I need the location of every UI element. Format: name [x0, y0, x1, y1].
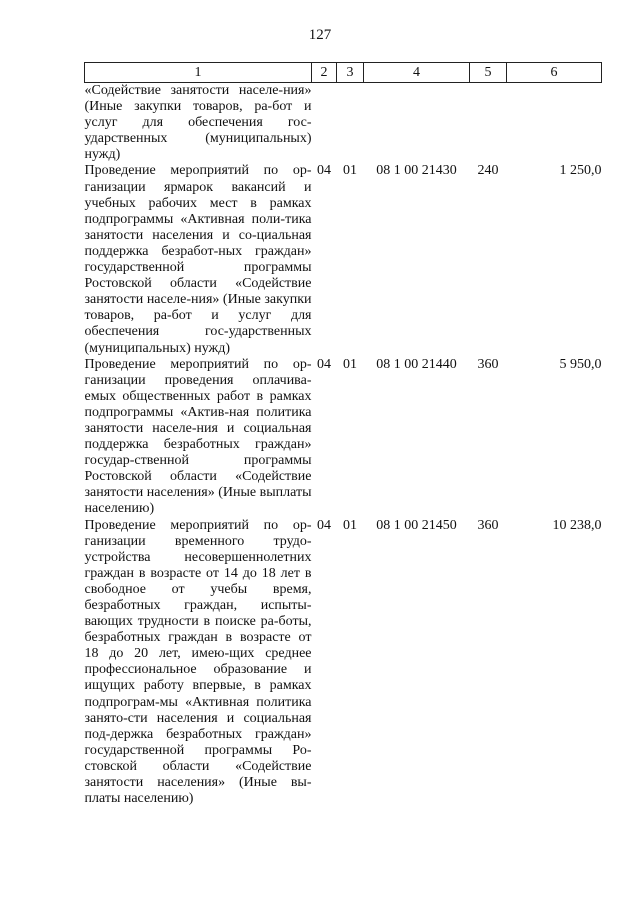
row-target-article: 08 1 00 21430 [376, 163, 457, 179]
row-description: Проведение мероприятий по ор-ганизации ярмарок вакансий и учебных рабочих мест в рамках подпрограммы «Активная поли-тика занятости населения и со-циальная поддержка безработ-ных граждан» государственной программы Ростовской области «Содействие занятости населе-ния» (Иные закупки товаров, ра-бот и услуг для обеспечения гос-ударственных (муниципальных) нужд) [84, 163, 312, 356]
row-subsection [337, 83, 364, 164]
row-section: 04 [317, 163, 331, 179]
header-target-article: 4 [364, 63, 470, 83]
row-expense-type: 240 [477, 163, 499, 179]
page-number: 127 [308, 27, 332, 43]
row-expense-type: 360 [477, 517, 499, 533]
table-row [85, 163, 602, 356]
row-expense-type: 360 [477, 356, 499, 372]
header-row [85, 63, 602, 83]
table-row [85, 518, 602, 808]
row-target-article [364, 83, 470, 164]
row-subsection: 01 [343, 163, 357, 179]
row-description: Проведение мероприятий по ор-ганизации проведения оплачива-емых общественных работ в рамках подпрограммы «Актив-ная политика занятости населе-ния и социальная поддержка безработных граждан» государ-ственной программы Ростовской области «Содействие занятости населения» (Иные выплаты населению) [84, 356, 312, 517]
row-section: 04 [317, 356, 331, 372]
row-subsection: 01 [343, 517, 357, 533]
row-amount: 10 238,0 [552, 517, 602, 533]
row-amount: 5 950,0 [559, 356, 602, 372]
row-amount: 1 250,0 [559, 163, 602, 179]
row-amount [507, 83, 602, 164]
row-target-article: 08 1 00 21450 [376, 517, 457, 533]
row-section [312, 83, 337, 164]
table-row [85, 357, 602, 518]
header-expense-type: 5 [470, 63, 507, 83]
row-subsection: 01 [343, 356, 357, 372]
header-amount: 6 [507, 63, 602, 83]
row-description: «Содействие занятости населе-ния» (Иные закупки товаров, ра-бот и услуг для обеспечения гос-ударственных (муниципальных) нужд) [84, 83, 312, 163]
header-section: 2 [312, 63, 337, 83]
header-description: 1 [85, 63, 312, 83]
table-row [85, 83, 602, 164]
header-subsection: 3 [337, 63, 364, 83]
row-section: 04 [317, 517, 331, 533]
budget-table [84, 62, 602, 807]
row-expense-type [470, 83, 507, 164]
row-description: Проведение мероприятий по ор-ганизации временного трудо-устройства несовершеннолетних граждан в возрасте от 14 до 18 лет в свободное от учебы время, безработных граждан, испыты-вающих трудности в поиске ра-боты, безработных граждан в возрасте от 18 до 20 лет, имею-щих среднее профессиональное образование и ищущих работу впервые, в рамках подпрограм-мы «Активная политика занято-сти населения и социальная под-держка безработных граждан» государственной программы Ро-стовской области «Содействие занятости населения» (Иные вы-платы населению) [84, 517, 312, 807]
row-target-article: 08 1 00 21440 [376, 356, 457, 372]
